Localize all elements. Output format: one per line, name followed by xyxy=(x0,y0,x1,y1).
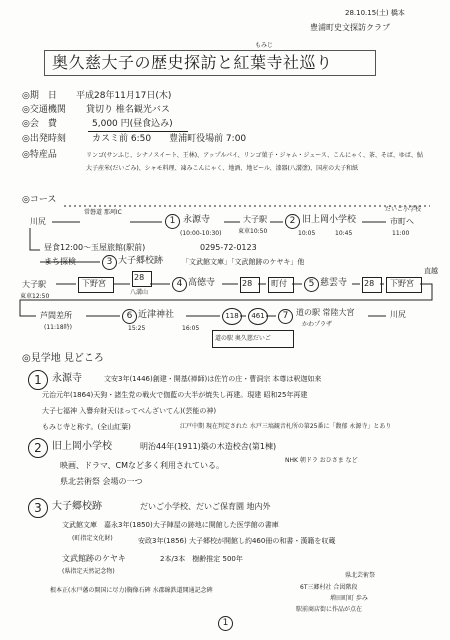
stop-3-note: 「文武館文庫」「文武館跡のケヤキ」他 xyxy=(182,258,305,266)
row3-start-note: 東車12:50 xyxy=(20,293,50,300)
stop-number-4: 4 xyxy=(172,277,187,292)
stop-number-1: 1 xyxy=(165,214,180,229)
sight-3-line1-note: (町指定文化財) xyxy=(72,535,113,542)
header-club: 豊浦町史文探訪クラブ xyxy=(310,23,390,32)
row3-road6: 下野宮 xyxy=(390,279,414,288)
row1-end: 市町へ xyxy=(390,217,414,226)
transport-label: ◎交通機関 xyxy=(22,105,66,115)
stop-number-6: 6 xyxy=(122,309,137,324)
stop-6-name: 近津神社 xyxy=(138,310,175,320)
sight-number-1: 1 xyxy=(28,370,48,390)
row3-start: 大子駅 xyxy=(22,280,46,289)
sight-3-side4: 駅前商店街に作品が点在 xyxy=(296,606,363,613)
row4-end: 川尻 xyxy=(390,310,406,319)
stop-5-name: 慈雲寺 xyxy=(320,278,348,288)
course-start: 川尻 xyxy=(30,217,46,226)
stop-number-3: 3 xyxy=(102,255,117,270)
stop-number-2: 2 xyxy=(285,214,300,229)
sights-label: ◎見学地 見どころ xyxy=(22,353,104,364)
transport-value: 貸切り 椎名観光バス xyxy=(86,105,170,115)
sight-3-side1: 県北芸術祭 xyxy=(345,572,376,579)
sight-3-desc: だいご小学校、だいご保育園 地内外 xyxy=(140,502,271,511)
sight-2-note: NHK 朝ドラ おひさま など xyxy=(285,457,358,464)
lunch-tel: 0295-72-0123 xyxy=(200,243,257,252)
products-line2: 大子産米(だいごみ)、シャモ料理、凍みこんにゃく、地酒、地ビール、漆器(八溝塗)、国産の大子和紙 xyxy=(86,165,359,172)
sight-2-line1: 映画、ドラマ、CMなど多く利用されている。 xyxy=(60,461,225,470)
row3-road5: 28 xyxy=(364,279,375,288)
sight-3-side3: 増田町町 歩み xyxy=(330,595,368,602)
title-ruby: もみじ xyxy=(255,42,274,49)
fee-label: ◎会 費 xyxy=(22,119,57,129)
page-title: 奥久慈大子の歴史探訪と紅葉寺社巡り xyxy=(52,53,333,72)
sight-3-side2: 6T三郷村社 合図階段 xyxy=(300,584,358,591)
sight-number-3: 3 xyxy=(28,498,48,518)
row3-road3: 28 xyxy=(242,279,253,288)
date-value: 平成28年11月17日(木) xyxy=(76,91,172,101)
sight-3-line2: 安政3年(1856) 大子郷校が開館し約460冊の和書・漢籍を収蔵 xyxy=(138,537,336,545)
course-label: ◎コース xyxy=(22,195,57,205)
sight-1-line4: もみじ寺と称す。(全山紅葉) xyxy=(42,423,131,431)
sight-2-name: 旧上岡小学校 xyxy=(52,441,112,452)
departure-label: ◎出発時刻 xyxy=(22,134,66,144)
stop-1-name: 永源寺 xyxy=(183,215,211,225)
stop-7-name: 道の駅 常陸大宮 xyxy=(296,308,355,317)
road-461: 461 xyxy=(248,308,268,325)
row3-road2: 28 xyxy=(134,273,145,282)
products-label: ◎特産品 xyxy=(22,150,57,160)
arrow-line xyxy=(30,228,40,250)
fee-value: 5,000 円(昼食込み) xyxy=(92,119,173,129)
row4-start-note: (11:18時) xyxy=(44,324,72,331)
sight-3-line1: 文武館文庫 嘉永3年(1850)大子陣屋の跡地に開館した医学館の書庫 xyxy=(62,521,279,529)
sight-3-line3-val: 2本/3本 樹齢推定 500年 xyxy=(160,555,243,563)
road-118: 118 xyxy=(222,308,242,325)
walk-label: まち探検 xyxy=(44,257,76,266)
row3-road1: 下野宮 xyxy=(82,279,106,288)
stop-number-7: 7 xyxy=(278,309,293,324)
stop-2-name: 旧上岡小学校 xyxy=(302,215,357,225)
date-label: ◎期 日 xyxy=(22,91,57,101)
sight-1-line1: 文安3年(1446)創建・開基(禅師)は佐竹の庄・曹洞宗 本尊は釈迦如来 xyxy=(104,375,322,383)
sight-3-line3: 文武館跡のケヤキ xyxy=(62,554,126,563)
page-number: 1 xyxy=(218,616,233,631)
lunch-info: 昼食12:00〜玉屋旅館(駅前) xyxy=(44,243,146,252)
course-via: 常磐道 那珂IC xyxy=(84,209,122,216)
stop-1-note: (10:00-10:30) xyxy=(180,230,222,237)
stop-6-time2: 16:05 xyxy=(182,325,200,332)
row1-end-time: 11:00 xyxy=(392,230,410,237)
stop-2-pre: 大子駅 xyxy=(243,215,267,224)
row3-road4: 町付 xyxy=(271,279,287,288)
arrow-line xyxy=(20,284,432,316)
row4-mid-note: 道の駅 奥久慈だいご xyxy=(215,335,271,342)
stop-2-time: 10:05 xyxy=(298,230,316,237)
products-line1: リンゴ(サンふじ、シナノスイート、王林)、アップルパイ、リンゴ菓子・ジャム・ジュース、こんにゃく、茶、そば、ゆば、鮎 xyxy=(86,152,423,159)
row4-start: 芦間差所 xyxy=(40,311,72,320)
sight-3-line3-note: (県指定天然記念物) xyxy=(62,568,115,575)
sight-number-2: 2 xyxy=(28,438,48,458)
stop-7-note: かわプラザ xyxy=(302,321,333,328)
header-date: 28.10.15(土) 橋本 xyxy=(345,9,405,17)
row1-end-note: だいご小学校 xyxy=(385,206,422,213)
departure-value: カスミ前 6:50 豊浦町役場前 7:00 xyxy=(92,134,247,144)
sight-2-desc: 明治44年(1911)築の木造校舎(第1棟) xyxy=(140,442,277,451)
stop-3-name: 大子郷校跡 xyxy=(118,256,164,266)
stop-2-time2: 10:45 xyxy=(335,230,353,237)
row3-end: 直越 xyxy=(424,267,438,275)
stop-6-time1: 15:25 xyxy=(128,325,146,332)
sight-3-line4: 根本正(水戸藩の開国に尽力)胸像石碑 水郡線鉄道開通記念碑 xyxy=(50,587,213,594)
stop-2-note: 東車10:50 xyxy=(238,228,268,235)
sight-3-name: 大子郷校跡 xyxy=(52,501,102,512)
row3-road2-note: 八溝山 xyxy=(130,289,149,296)
sight-1-note: 江戸中期 現在判定された 水戸三塙観音札所の第25番に「馥郁 永源寺」とあり xyxy=(180,423,392,430)
sight-2-line2: 県北芸術祭 会場の一つ xyxy=(60,477,143,486)
stop-4-name: 高徳寺 xyxy=(188,278,216,288)
sight-1-line3: 大子七福神 入譽弁財天(ほってべんざいてん)(芸能の神) xyxy=(42,407,217,415)
sight-1-name: 永源寺 xyxy=(52,373,82,384)
stop-number-5: 5 xyxy=(304,277,319,292)
sight-1-line2: 元治元年(1864)天狗・諸生党の戦火で伽藍の大半が焼失し再建。現建 昭和25年再建 xyxy=(42,391,308,399)
